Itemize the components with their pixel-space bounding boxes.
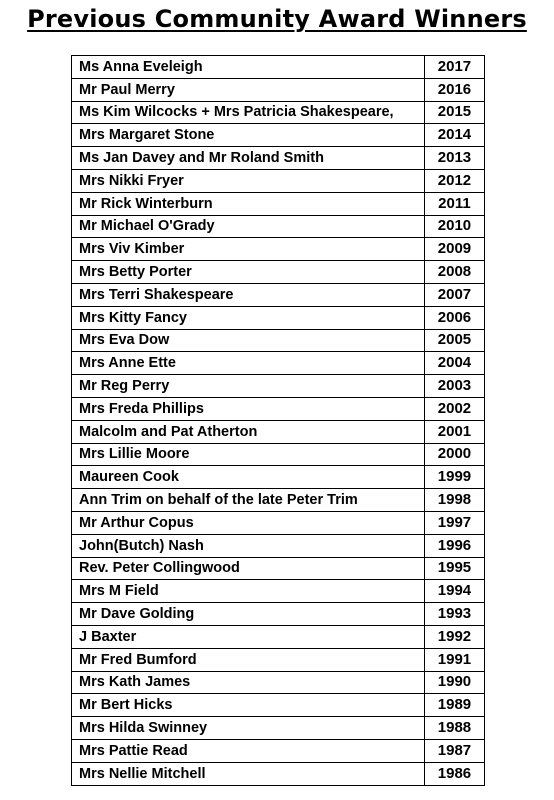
winner-name-cell: Ann Trim on behalf of the late Peter Trim (72, 489, 425, 512)
winner-name-cell: Mrs Eva Dow (72, 329, 425, 352)
award-year-cell: 1993 (424, 603, 484, 626)
award-year-cell: 2016 (424, 78, 484, 101)
award-year-cell: 2015 (424, 101, 484, 124)
award-year-cell: 2014 (424, 124, 484, 147)
table-row (72, 625, 485, 648)
award-year-cell: 1994 (424, 580, 484, 603)
winner-name-cell: Mrs Anne Ette (72, 352, 425, 375)
winner-name-cell: Mr Reg Perry (72, 375, 425, 398)
winner-name-cell: John(Butch) Nash (72, 534, 425, 557)
page-title (0, 4, 554, 34)
winner-name-cell: Mrs Margaret Stone (72, 124, 425, 147)
table-row (72, 101, 485, 124)
table-row (72, 717, 485, 740)
award-year-cell: 2006 (424, 306, 484, 329)
award-year-cell: 1987 (424, 739, 484, 762)
table-row (72, 56, 485, 79)
winner-name-cell: Ms Anna Eveleigh (72, 56, 425, 79)
table-row (72, 283, 485, 306)
winner-name-cell: J Baxter (72, 625, 425, 648)
award-year-cell: 1999 (424, 466, 484, 489)
table-row (72, 739, 485, 762)
award-year-cell: 2002 (424, 397, 484, 420)
table-row (72, 420, 485, 443)
award-year-cell: 2004 (424, 352, 484, 375)
award-year-cell: 2012 (424, 169, 484, 192)
table-row (72, 397, 485, 420)
award-year-cell: 2005 (424, 329, 484, 352)
award-year-cell: 1998 (424, 489, 484, 512)
award-year-cell: 1996 (424, 534, 484, 557)
winners-table-body (72, 56, 485, 786)
table-row (72, 306, 485, 329)
table-row (72, 648, 485, 671)
award-year-cell: 2008 (424, 261, 484, 284)
table-row (72, 124, 485, 147)
award-year-cell: 1989 (424, 694, 484, 717)
award-year-cell: 2003 (424, 375, 484, 398)
table-row (72, 511, 485, 534)
table-row (72, 534, 485, 557)
table-row (72, 557, 485, 580)
award-year-cell: 1992 (424, 625, 484, 648)
award-year-cell: 2011 (424, 192, 484, 215)
table-row (72, 78, 485, 101)
winner-name-cell: Mr Dave Golding (72, 603, 425, 626)
winner-name-cell: Mrs Viv Kimber (72, 238, 425, 261)
award-year-cell: 1991 (424, 648, 484, 671)
award-year-cell: 1997 (424, 511, 484, 534)
award-year-cell: 2017 (424, 56, 484, 79)
winner-name-cell: Mr Bert Hicks (72, 694, 425, 717)
table-row (72, 169, 485, 192)
winners-table (71, 55, 485, 786)
winner-name-cell: Malcolm and Pat Atherton (72, 420, 425, 443)
award-year-cell: 1988 (424, 717, 484, 740)
winner-name-cell: Mr Paul Merry (72, 78, 425, 101)
table-row (72, 352, 485, 375)
award-year-cell: 2000 (424, 443, 484, 466)
table-row (72, 603, 485, 626)
table-row (72, 329, 485, 352)
winner-name-cell: Mrs Kitty Fancy (72, 306, 425, 329)
winner-name-cell: Rev. Peter Collingwood (72, 557, 425, 580)
table-row (72, 375, 485, 398)
award-year-cell: 2007 (424, 283, 484, 306)
winner-name-cell: Mrs Lillie Moore (72, 443, 425, 466)
winner-name-cell: Ms Jan Davey and Mr Roland Smith (72, 147, 425, 170)
award-year-cell: 2001 (424, 420, 484, 443)
table-row (72, 489, 485, 512)
table-row (72, 192, 485, 215)
table-row (72, 215, 485, 238)
table-row (72, 147, 485, 170)
table-row (72, 443, 485, 466)
award-year-cell: 1986 (424, 762, 484, 785)
table-row (72, 238, 485, 261)
winner-name-cell: Mrs Nellie Mitchell (72, 762, 425, 785)
winner-name-cell: Mrs Terri Shakespeare (72, 283, 425, 306)
table-row (72, 261, 485, 284)
winner-name-cell: Mrs Nikki Fryer (72, 169, 425, 192)
page-title-text: Previous Community Award Winners (27, 5, 527, 33)
winner-name-cell: Mr Michael O'Grady (72, 215, 425, 238)
table-row (72, 466, 485, 489)
winner-name-cell: Mr Fred Bumford (72, 648, 425, 671)
award-year-cell: 1990 (424, 671, 484, 694)
award-year-cell: 2010 (424, 215, 484, 238)
award-year-cell: 2009 (424, 238, 484, 261)
winner-name-cell: Maureen Cook (72, 466, 425, 489)
winner-name-cell: Mrs Freda Phillips (72, 397, 425, 420)
winner-name-cell: Ms Kim Wilcocks + Mrs Patricia Shakespeare, (72, 101, 425, 124)
table-row (72, 671, 485, 694)
winner-name-cell: Mr Arthur Copus (72, 511, 425, 534)
table-row (72, 580, 485, 603)
table-row (72, 694, 485, 717)
winner-name-cell: Mrs Kath James (72, 671, 425, 694)
winner-name-cell: Mrs Hilda Swinney (72, 717, 425, 740)
table-row (72, 762, 485, 785)
winner-name-cell: Mrs M Field (72, 580, 425, 603)
award-year-cell: 2013 (424, 147, 484, 170)
winner-name-cell: Mrs Betty Porter (72, 261, 425, 284)
winner-name-cell: Mr Rick Winterburn (72, 192, 425, 215)
winner-name-cell: Mrs Pattie Read (72, 739, 425, 762)
award-year-cell: 1995 (424, 557, 484, 580)
